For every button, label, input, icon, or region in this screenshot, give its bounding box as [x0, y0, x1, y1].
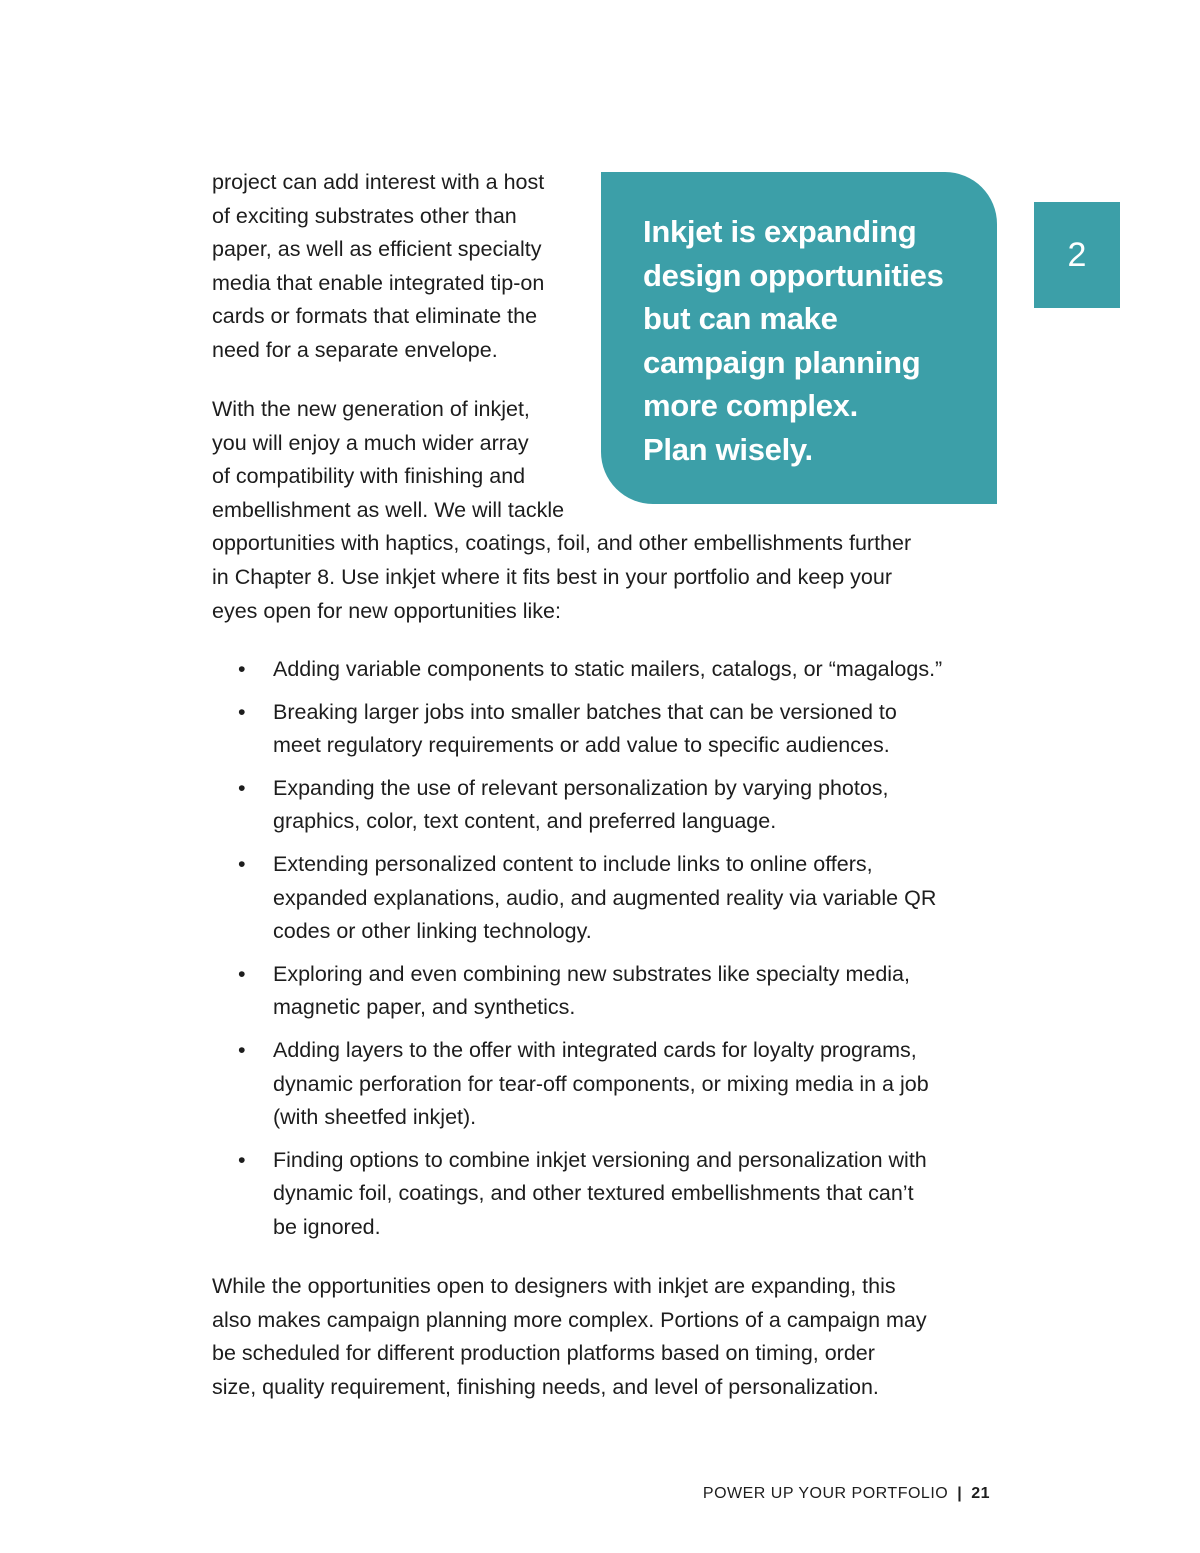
paragraph-planning [212, 1270, 927, 1404]
callout-line: design opportunities [643, 257, 944, 293]
text-line: eyes open for new opportunities like: [212, 598, 561, 623]
text-line: Breaking larger jobs into smaller batches that can be versioned to [273, 699, 897, 724]
text-line: Expanding the use of relevant personalization by varying photos, [273, 775, 889, 800]
text-line: codes or other linking technology. [273, 919, 592, 944]
bullet-marker: • [238, 775, 246, 800]
text-line: magnetic paper, and synthetics. [273, 995, 576, 1020]
text-line: graphics, color, text content, and preferred language. [273, 809, 777, 834]
list-item [236, 1144, 1026, 1245]
text-line: dynamic perforation for tear-off components, or mixing media in a job [273, 1071, 929, 1096]
text-line: be ignored. [273, 1214, 381, 1239]
text-line: Extending personalized content to include links to online offers, [273, 851, 873, 876]
text-line: expanded explanations, audio, and augmented reality via variable QR [273, 885, 937, 910]
bullet-marker: • [238, 1037, 246, 1062]
text-line: Exploring and even combining new substrates like specialty media, [273, 961, 910, 986]
text-line: Finding options to combine inkjet versioning and personalization with [273, 1147, 927, 1172]
list-item [236, 772, 1026, 839]
chapter-number: 2 [1067, 235, 1087, 274]
list-item [236, 1034, 1026, 1135]
paragraph-substrates [212, 166, 544, 368]
callout-line: campaign planning [643, 344, 921, 380]
text-line: While the opportunities open to designers with inkjet are expanding, this [212, 1274, 896, 1298]
text-line: embellishment as well. We will tackle [212, 497, 565, 522]
opportunities-list [236, 653, 1026, 1254]
bullet-marker: • [238, 657, 246, 681]
bullet-marker: • [238, 1147, 246, 1172]
chapter-tab [1034, 202, 1120, 308]
bullet-marker: • [238, 851, 246, 876]
text-line: of compatibility with finishing and [212, 464, 526, 489]
text-line: cards or formats that eliminate the [212, 304, 538, 329]
callout-line: Plan wisely. [643, 431, 813, 467]
text-line: of exciting substrates other than [212, 203, 517, 228]
page-footer [703, 1485, 990, 1503]
text-line: Adding layers to the offer with integrated cards for loyalty programs, [273, 1037, 917, 1062]
list-item [236, 958, 1026, 1025]
page-number: 21 [971, 1485, 990, 1502]
footer-title: POWER UP YOUR PORTFOLIO [702, 1485, 949, 1502]
text-line: you will enjoy a much wider array [212, 430, 529, 455]
text-line: dynamic foil, coatings, and other textured embellishments that can’t [273, 1181, 914, 1206]
list-item [236, 653, 1026, 687]
paragraph-finishing [212, 393, 911, 628]
text-line: project can add interest with a host [212, 170, 545, 194]
text-line: (with sheetfed inkjet). [273, 1105, 477, 1130]
text-line: With the new generation of inkjet, [212, 397, 530, 421]
text-line: Adding variable components to static mailers, catalogs, or “magalogs.” [273, 657, 943, 681]
bullet-marker: • [238, 961, 246, 986]
text-line: be scheduled for different production platforms based on timing, order [212, 1341, 875, 1366]
list-item [236, 696, 1026, 763]
callout-line: but can make [643, 301, 838, 336]
text-line: also makes campaign planning more complex. Portions of a campaign may [212, 1307, 927, 1332]
footer-separator: | [957, 1485, 963, 1502]
text-line: opportunities with haptics, coatings, foil, and other embellishments further [212, 531, 912, 556]
text-line: in Chapter 8. Use inkjet where it fits best in your portfolio and keep your [212, 564, 892, 589]
text-line: size, quality requirement, finishing needs, and level of personalization. [212, 1374, 879, 1399]
list-item [236, 848, 1026, 949]
callout-line: Inkjet is expanding [643, 214, 917, 249]
callout-line: more complex. [643, 388, 858, 423]
text-line: paper, as well as efficient specialty [212, 237, 542, 262]
bullet-marker: • [238, 699, 246, 724]
text-line: media that enable integrated tip-on [212, 270, 545, 295]
text-line: need for a separate envelope. [212, 337, 498, 362]
text-line: meet regulatory requirements or add value to specific audiences. [273, 733, 890, 758]
